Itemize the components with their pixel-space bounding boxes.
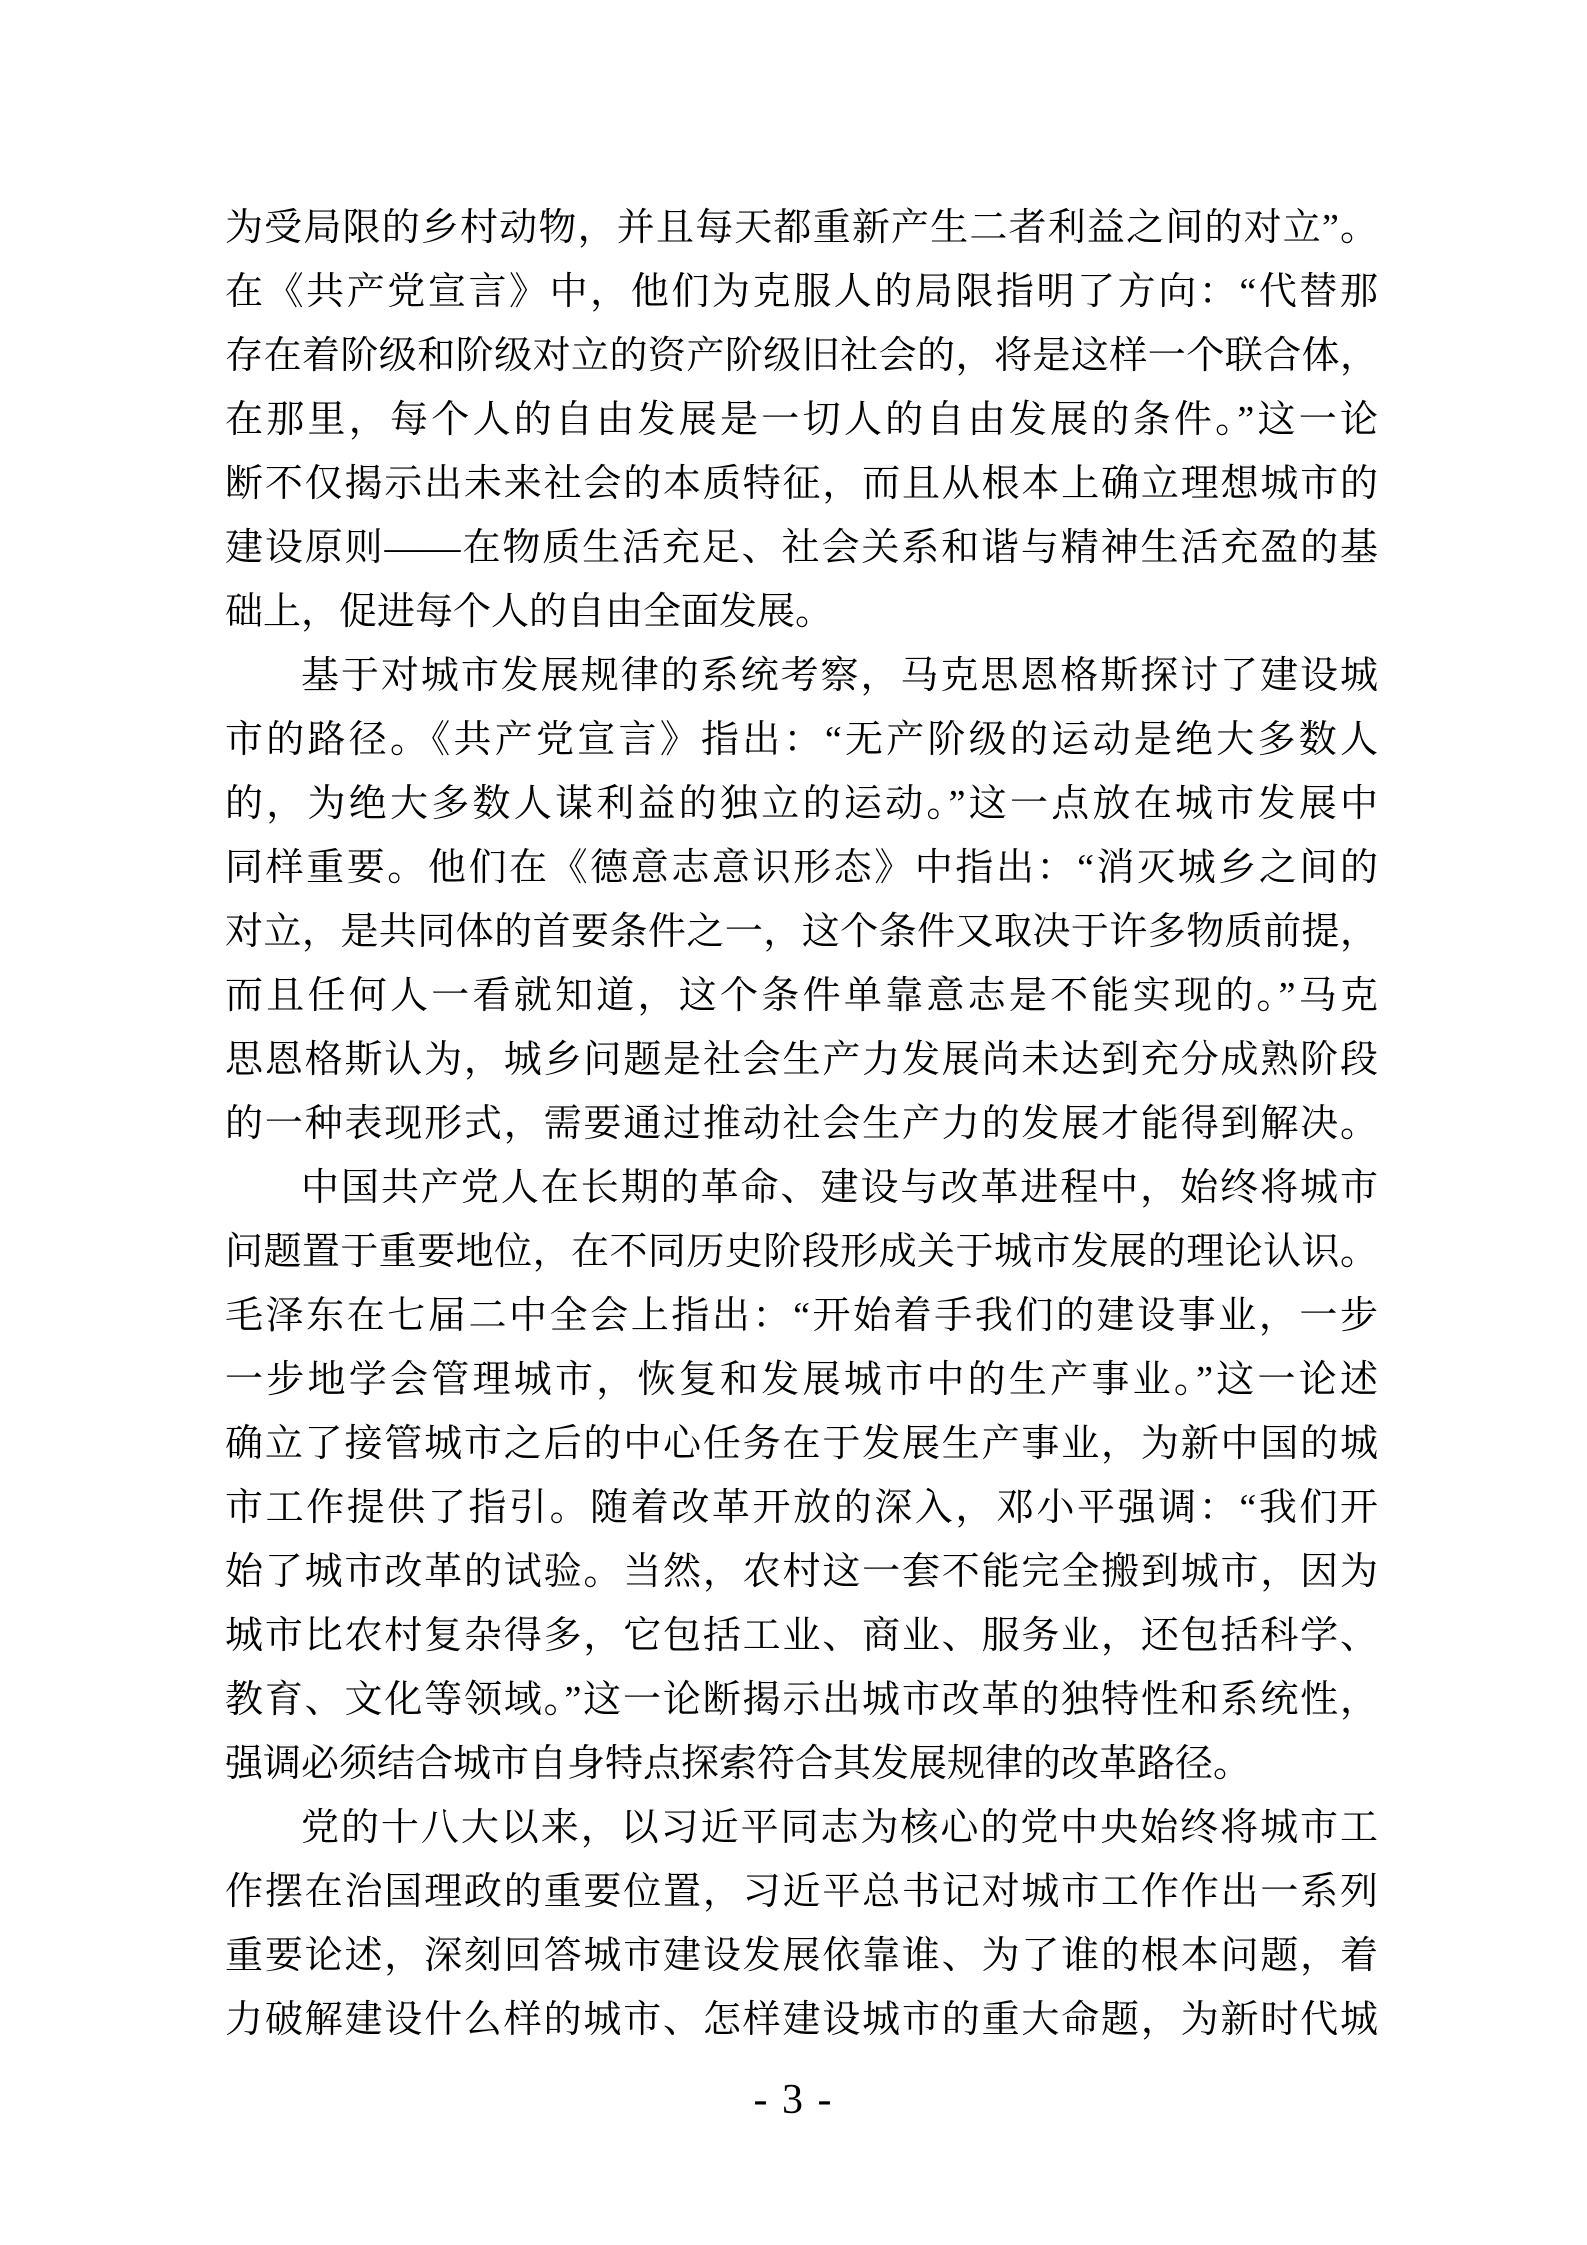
text-line-15: 的一种表现形式，需要通过推动社会生产力的发展才能得到解决。 [225, 1103, 1378, 1145]
text-line-20: 确立了接管城市之后的中心任务在于发展生产事业，为新中国的城 [225, 1423, 1378, 1465]
document-body [225, 196, 1378, 2052]
text-line-17: 问题置于重要地位，在不同历史阶段形成关于城市发展的理论认识。 [225, 1231, 1378, 1273]
text-line-29: 力破解建设什么样的城市、怎样建设城市的重大命题，为新时代城 [225, 1999, 1378, 2041]
text-line-27: 作摆在治国理政的重要位置，习近平总书记对城市工作作出一系列 [225, 1871, 1378, 1913]
text-line-12: 对立，是共同体的首要条件之一，这个条件又取决于许多物质前提， [225, 911, 1378, 953]
text-line-4: 在那里，每个人的自由发展是一切人的自由发展的条件。”这一论 [225, 399, 1378, 441]
text-line-16: 中国共产党人在长期的革命、建设与改革进程中，始终将城市 [301, 1167, 1378, 1209]
text-line-11: 同样重要。他们在《德意志意识形态》中指出：“消灭城乡之间的 [225, 847, 1378, 889]
text-line-14: 思恩格斯认为，城乡问题是社会生产力发展尚未达到充分成熟阶段 [225, 1039, 1378, 1081]
text-line-8: 基于对城市发展规律的系统考察，马克思恩格斯探讨了建设城 [301, 655, 1378, 697]
text-line-9: 市的路径。《共产党宣言》指出：“无产阶级的运动是绝大多数人 [225, 719, 1378, 761]
page-number: - 3 - [753, 2077, 834, 2123]
text-line-24: 教育、文化等领域。”这一论断揭示出城市改革的独特性和系统性， [225, 1679, 1378, 1721]
text-line-18: 毛泽东在七届二中全会上指出：“开始着手我们的建设事业，一步 [225, 1295, 1378, 1337]
text-line-1: 为受局限的乡村动物，并且每天都重新产生二者利益之间的对立”。 [225, 207, 1378, 249]
text-line-21: 市工作提供了指引。随着改革开放的深入，邓小平强调：“我们开 [225, 1487, 1378, 1529]
text-line-2: 在《共产党宣言》中，他们为克服人的局限指明了方向：“代替那 [225, 271, 1378, 313]
text-line-28: 重要论述，深刻回答城市建设发展依靠谁、为了谁的根本问题，着 [225, 1935, 1378, 1977]
text-line-26: 党的十八大以来，以习近平同志为核心的党中央始终将城市工 [301, 1807, 1378, 1849]
text-line-22: 始了城市改革的试验。当然，农村这一套不能完全搬到城市，因为 [225, 1551, 1378, 1593]
text-line-3: 存在着阶级和阶级对立的资产阶级旧社会的，将是这样一个联合体， [225, 335, 1378, 377]
text-line-5: 断不仅揭示出未来社会的本质特征，而且从根本上确立理想城市的 [225, 463, 1378, 505]
text-line-10: 的，为绝大多数人谋利益的独立的运动。”这一点放在城市发展中 [225, 783, 1378, 825]
text-line-23: 城市比农村复杂得多，它包括工业、商业、服务业，还包括科学、 [225, 1615, 1378, 1657]
text-line-25: 强调必须结合城市自身特点探索符合其发展规律的改革路径。 [225, 1743, 1252, 1785]
text-line-7: 础上，促进每个人的自由全面发展。 [225, 591, 834, 633]
text-line-6: 建设原则——在物质生活充足、社会关系和谐与精神生活充盈的基 [225, 527, 1378, 569]
text-line-13: 而且任何人一看就知道，这个条件单靠意志是不能实现的。”马克 [225, 975, 1378, 1017]
text-line-19: 一步地学会管理城市，恢复和发展城市中的生产事业。”这一论述 [225, 1359, 1378, 1401]
